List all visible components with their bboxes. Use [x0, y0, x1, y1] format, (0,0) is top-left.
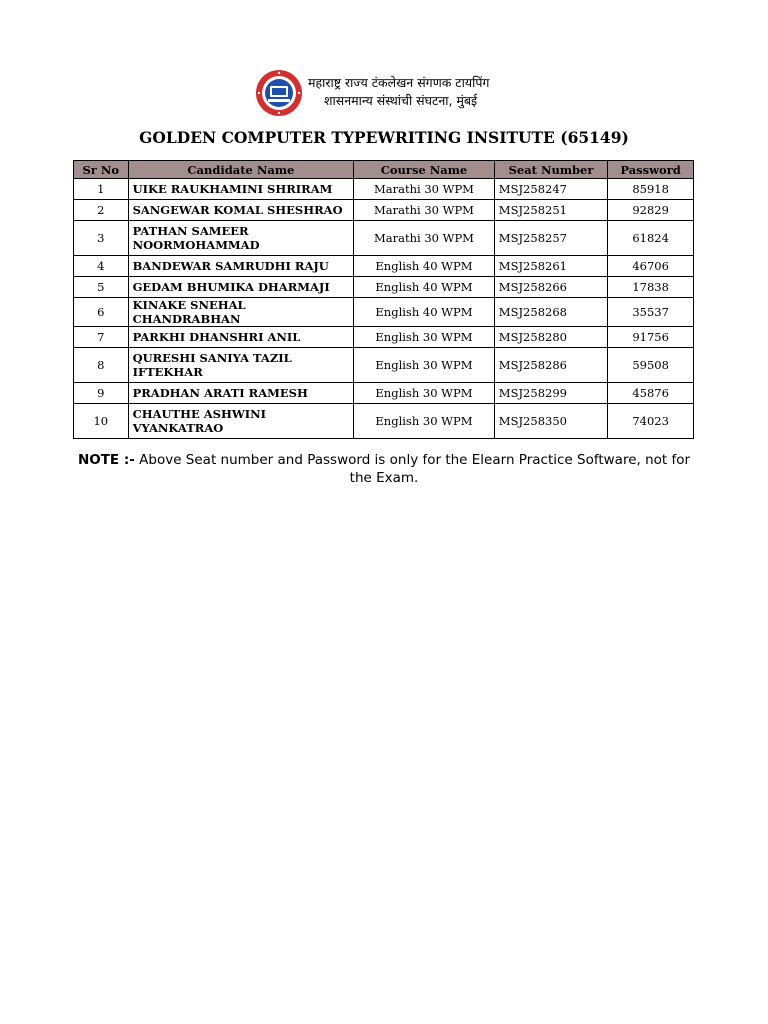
cell-course-name: English 30 WPM: [354, 383, 495, 404]
cell-password: 92829: [608, 200, 694, 221]
cell-password: 17838: [608, 277, 694, 298]
cell-sr-no: 6: [74, 298, 129, 327]
cell-seat-number: MSJ258257: [494, 221, 607, 256]
table-row: [74, 200, 694, 221]
cell-sr-no: 2: [74, 200, 129, 221]
table-row: [74, 256, 694, 277]
cell-course-name: English 30 WPM: [354, 327, 495, 348]
cell-course-name: Marathi 30 WPM: [354, 221, 495, 256]
cell-password: 74023: [608, 404, 694, 439]
organization-name-line2: शासनमान्य संस्थांची संघटना, मुंबई: [324, 93, 478, 108]
institute-title: GOLDEN COMPUTER TYPEWRITING INSITUTE (65149): [139, 128, 629, 147]
cell-sr-no: 9: [74, 383, 129, 404]
cell-seat-number: MSJ258286: [494, 348, 607, 383]
cell-candidate-name: PATHAN SAMEER NOORMOHAMMAD: [128, 221, 354, 256]
document-header: [0, 68, 768, 118]
cell-course-name: English 40 WPM: [354, 256, 495, 277]
column-header-seat-number: Seat Number: [494, 161, 607, 179]
cell-password: 45876: [608, 383, 694, 404]
cell-seat-number: MSJ258280: [494, 327, 607, 348]
table-row: [74, 404, 694, 439]
organization-name: [306, 74, 526, 110]
table-row: [74, 221, 694, 256]
cell-sr-no: 10: [74, 404, 129, 439]
cell-password: 46706: [608, 256, 694, 277]
cell-seat-number: MSJ258268: [494, 298, 607, 327]
table-row: [74, 298, 694, 327]
cell-seat-number: MSJ258266: [494, 277, 607, 298]
cell-candidate-name: KINAKE SNEHAL CHANDRABHAN: [128, 298, 354, 327]
cell-candidate-name: BANDEWAR SAMRUDHI RAJU: [128, 256, 354, 277]
column-header-sr-no: Sr No: [74, 161, 129, 179]
cell-seat-number: MSJ258247: [494, 179, 607, 200]
cell-password: 85918: [608, 179, 694, 200]
table-row: [74, 348, 694, 383]
cell-password: 91756: [608, 327, 694, 348]
cell-sr-no: 1: [74, 179, 129, 200]
cell-sr-no: 8: [74, 348, 129, 383]
cell-candidate-name: PARKHI DHANSHRI ANIL: [128, 327, 354, 348]
column-header-course-name: Course Name: [354, 161, 495, 179]
table-header-row: [74, 161, 694, 179]
table-row: [74, 277, 694, 298]
cell-sr-no: 4: [74, 256, 129, 277]
cell-candidate-name: GEDAM BHUMIKA DHARMAJI: [128, 277, 354, 298]
candidate-table: [73, 160, 694, 439]
column-header-password: Password: [608, 161, 694, 179]
cell-course-name: English 30 WPM: [354, 404, 495, 439]
cell-course-name: English 40 WPM: [354, 277, 495, 298]
cell-password: 59508: [608, 348, 694, 383]
table-row: [74, 383, 694, 404]
cell-course-name: Marathi 30 WPM: [354, 200, 495, 221]
table-row: [74, 179, 694, 200]
organization-name-line1: महाराष्ट्र राज्य टंकलेखन संगणक टायपिंग: [308, 75, 490, 90]
cell-password: 35537: [608, 298, 694, 327]
cell-sr-no: 3: [74, 221, 129, 256]
cell-candidate-name: PRADHAN ARATI RAMESH: [128, 383, 354, 404]
cell-candidate-name: SANGEWAR KOMAL SHESHRAO: [128, 200, 354, 221]
association-logo-icon: [255, 69, 303, 117]
note: [76, 451, 692, 487]
cell-course-name: Marathi 30 WPM: [354, 179, 495, 200]
cell-seat-number: MSJ258261: [494, 256, 607, 277]
cell-candidate-name: CHAUTHE ASHWINI VYANKATRAO: [128, 404, 354, 439]
cell-seat-number: MSJ258299: [494, 383, 607, 404]
cell-candidate-name: QURESHI SANIYA TAZIL IFTEKHAR: [128, 348, 354, 383]
note-label: NOTE :-: [77, 452, 135, 468]
cell-course-name: English 30 WPM: [354, 348, 495, 383]
cell-course-name: English 40 WPM: [354, 298, 495, 327]
cell-seat-number: MSJ258251: [494, 200, 607, 221]
cell-candidate-name: UIKE RAUKHAMINI SHRIRAM: [128, 179, 354, 200]
note-text: Above Seat number and Password is only for the Elearn Practice Software, not for the Exam.: [134, 452, 691, 486]
cell-sr-no: 5: [74, 277, 129, 298]
cell-sr-no: 7: [74, 327, 129, 348]
table-row: [74, 327, 694, 348]
column-header-candidate-name: Candidate Name: [128, 161, 354, 179]
cell-seat-number: MSJ258350: [494, 404, 607, 439]
cell-password: 61824: [608, 221, 694, 256]
